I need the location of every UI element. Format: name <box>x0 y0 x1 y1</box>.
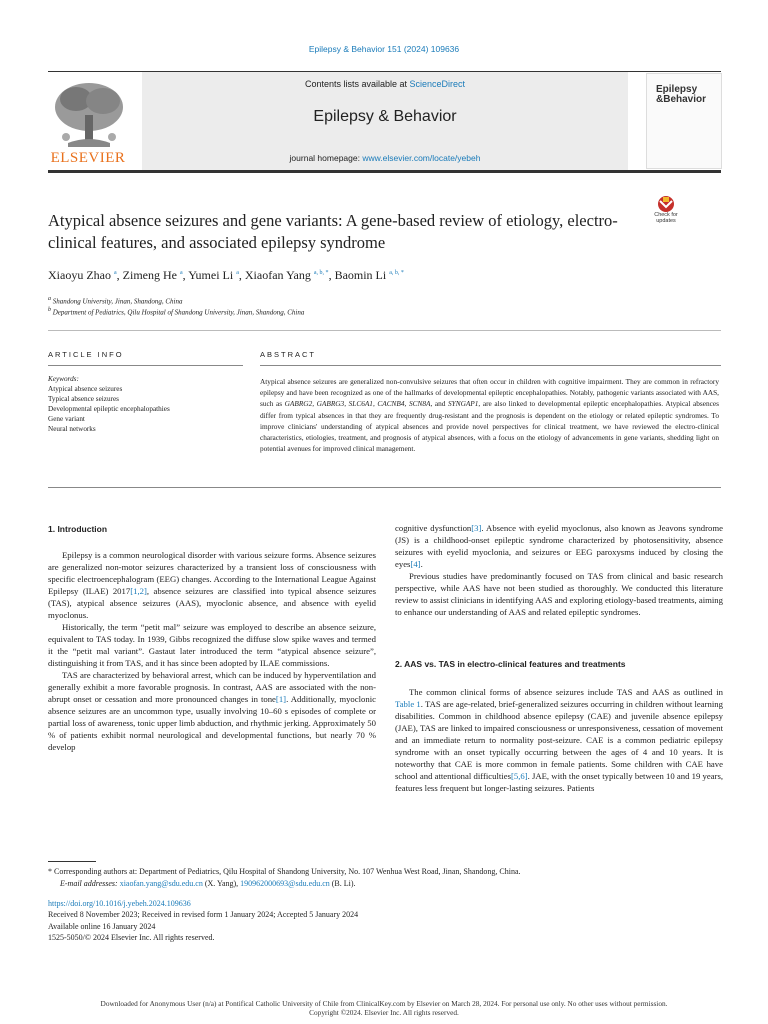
table-link[interactable]: Table 1 <box>395 699 421 709</box>
journal-homepage-link[interactable]: www.elsevier.com/locate/yebeh <box>362 153 481 163</box>
paragraph: cognitive dysfunction[3]. Absence with eyelid myoclonus, also known as Jeavons syndrome (JS) is a childhood-onset epileptic syndrome characterized by photosensitivity, absence seizures with eyelid myoclonia, and seizures or EEG paroxysms induced by closing the eyes[4]. <box>395 523 723 569</box>
divider <box>48 330 721 331</box>
affiliation-b: $^b$ Department of Pediatrics, Qilu Hospital of Shandong University, Jinan, Shandong, China <box>48 307 305 317</box>
section-heading-aas-vs-tas: 2. AAS vs. TAS in electro-clinical features and treatments <box>395 659 626 669</box>
keywords-label: Keywords: <box>48 375 79 383</box>
author-list: Xiaoyu Zhao $^a$, Zimeng He $^a$, Yumei Li $^a$, Xiaofan Yang $^{a, b, *}$, Baomin Li $^{a, b, *}$ <box>48 268 404 282</box>
reference-link[interactable]: [1] <box>275 694 287 704</box>
paragraph: Previous studies have predominantly focused on TAS from clinical and basic research perspective, while AAS have not been studied as thoroughly. We conducted this literature review to assist clinicians in identifying AAS and exploring etiology-based treatments, aiming to enhance our understanding of AAS and related epileptic syndromes. <box>395 571 723 617</box>
doi-link[interactable]: https://doi.org/10.1016/j.yebeh.2024.109636 <box>48 899 191 908</box>
keyword: Atypical absence seizures <box>48 385 123 393</box>
keyword: Developmental epileptic encephalopathies <box>48 405 170 413</box>
paragraph: Historically, the term “petit mal” seizure was employed to describe an absence seizure, equivalent to TAS today. In 1939, Gibbs recognized the diffuse slow spike waves and termed it the “petit mal variant”. Gastaut later introduced the term “atypical absence seizure”, distinguishing it from TAS, and it has since been adopted by ILAE commissions. <box>48 622 376 668</box>
body-column-right-top <box>395 522 723 618</box>
author-name[interactable]: Yumei Li <box>188 268 234 282</box>
paragraph: Epilepsy is a common neurological disorder with various seizure forms. Absence seizures are generalized non-motor seizures characterized by a transient loss of consciousness with specific electroencephalogram (EEG) changes. According to the International League Against Epilepsy (ILAE) 2017[1,2], absence seizures are classified into typical absence seizures (TAS), atypical absence seizures (AAS), myoclonic absence, and absence with eyelid myoclonus. <box>48 550 377 620</box>
body-column-left <box>48 549 376 753</box>
homepage-line: journal homepage: www.elsevier.com/locate/yebeh <box>289 153 481 163</box>
affiliation-a: $^a$ Shandong University, Jinan, Shandong, China <box>48 296 183 306</box>
paragraph: TAS are characterized by behavioral arrest, which can be induced by hyperventilation and generally exhibit a more favorable prognosis. In contrast, AAS are associated with the non-abrupt onset or cessation and more pronounced changes in tone[1]. Additionally, myoclonic absence seizures are an uncommon type, usually involving 10–60 s episodes of complete or partial loss of awareness, tonic upper limb abduction, and rhythmic jerking. Approximately 50 % of patients exhibit normal neurological and developmental functions, but nearly 70 % develop <box>48 670 376 752</box>
publisher-logo-text[interactable]: ELSEVIER <box>50 150 126 166</box>
section-heading-introduction: 1. Introduction <box>48 524 108 534</box>
journal-name: Epilepsy & Behavior <box>313 108 457 125</box>
article-info-heading: ARTICLE INFO <box>48 350 124 359</box>
body-column-right-bottom <box>395 686 723 794</box>
author-name[interactable]: Xiaofan Yang <box>244 268 311 282</box>
abstract-text: Atypical absence seizures are generalized non-convulsive seizures that often occur in children with cognitive impairment. They are common in refractory epilepsy and have been recognized as one of the hallmarks of developmental epileptic encephalopathies. Notably, pathogenic variants associated with AAS, such as GABRG2, GABRG3, SLC6A1, CACNB4, SCN8A, and SYNGAP1, are also linked to developmental epileptic encephalopathies. Atypical absences differ from typical absences in that they are frequently drug-resistant and the prognosis is dependent on the etiology or related epileptic syndromes. To improve clinicians' understanding of atypical absences and provide novel perspectives for clinical treatment, we have reviewed the electro-clinical characteristics, etiologies, treatment, and prognosis of atypical absences, with a focus on the etiology of advancements in gene variants, shedding light on potential avenues for improved clinical management. <box>260 377 719 454</box>
email-link[interactable]: 190962000693@sdu.edu.cn <box>240 879 330 888</box>
cover-title: Epilepsy &Behavior <box>656 84 707 105</box>
contents-line: Contents lists available at ScienceDirect <box>304 79 466 89</box>
email-link[interactable]: xiaofan.yang@sdu.edu.cn <box>119 879 203 888</box>
email-addresses: E-mail addresses: xiaofan.yang@sdu.edu.cn (X. Yang), 190962000693@sdu.edu.cn (B. Li). <box>60 879 356 888</box>
download-notice: Downloaded for Anonymous User (n/a) at Pontifical Catholic University of Chile from ClinicalKey.com by Elsevier on March 28, 2024. For personal use only. No other uses without permission. Copyright ©2024. Elsevier Inc. All rights reserved. <box>100 999 668 1017</box>
reference-link[interactable]: [1,2] <box>130 586 147 596</box>
online-date: Available online 16 January 2024 <box>48 921 156 931</box>
divider <box>48 487 721 488</box>
journal-citation[interactable]: Epilepsy & Behavior 151 (2024) 109636 <box>308 44 460 54</box>
corresponding-author-note: * Corresponding authors at: Department of Pediatrics, Qilu Hospital of Shandong University, No. 107 Wenhua West Road, Jinan, Shandong, China. <box>48 867 521 876</box>
keyword: Typical absence seizures <box>48 395 119 403</box>
keyword: Neural networks <box>48 425 96 433</box>
author-name[interactable]: Xiaoyu Zhao <box>48 268 111 282</box>
keyword: Gene variant <box>48 415 85 423</box>
article-title: Atypical absence seizures and gene variants: A gene-based review of etiology, electro-clinical features, and associated epilepsy syndrome <box>48 211 618 252</box>
received-dates: Received 8 November 2023; Received in revised form 1 January 2024; Accepted 5 January 2024 <box>48 910 359 920</box>
reference-link[interactable]: [4] <box>410 559 421 569</box>
keywords-list <box>48 374 248 434</box>
paragraph: The common clinical forms of absence seizures include TAS and AAS as outlined in Table 1. TAS are age-related, brief-generalized seizures occurring in children without learning disabilities. Common in childhood absence epilepsy (CAE) and juvenile absence epilepsy (JAE), TAS are linked to impaired consciousness or unresponsiveness, cessation of movement and an immediate return to normality post-seizure. CAE is a common pediatric epilepsy syndrome with an onset typically occurring between the ages of 4 and 10 years. It is noteworthy that CAE is more common in female patients. Some children with CAE have school and attentional difficulties[5,6]. JAE, with the onset typically between 10 and 19 years, features less frequent but longer-lasting seizures. Patients <box>395 687 723 793</box>
abstract-heading: ABSTRACT <box>260 350 317 359</box>
footnote-rule <box>48 861 96 862</box>
author-name[interactable]: Baomin Li <box>334 268 387 282</box>
masthead-rule-bottom <box>48 170 721 173</box>
check-for-updates-label[interactable]: Check for updates <box>654 212 678 224</box>
author-name[interactable]: Zimeng He <box>122 268 177 282</box>
sciencedirect-link[interactable]: ScienceDirect <box>409 79 466 89</box>
reference-link[interactable]: [3] <box>471 523 482 533</box>
reference-link[interactable]: [5,6] <box>510 771 528 781</box>
divider <box>48 365 243 366</box>
divider <box>260 365 721 366</box>
copyright: 1525-5050/© 2024 Elsevier Inc. All rights reserved. <box>48 933 215 943</box>
publication-info <box>48 898 358 944</box>
